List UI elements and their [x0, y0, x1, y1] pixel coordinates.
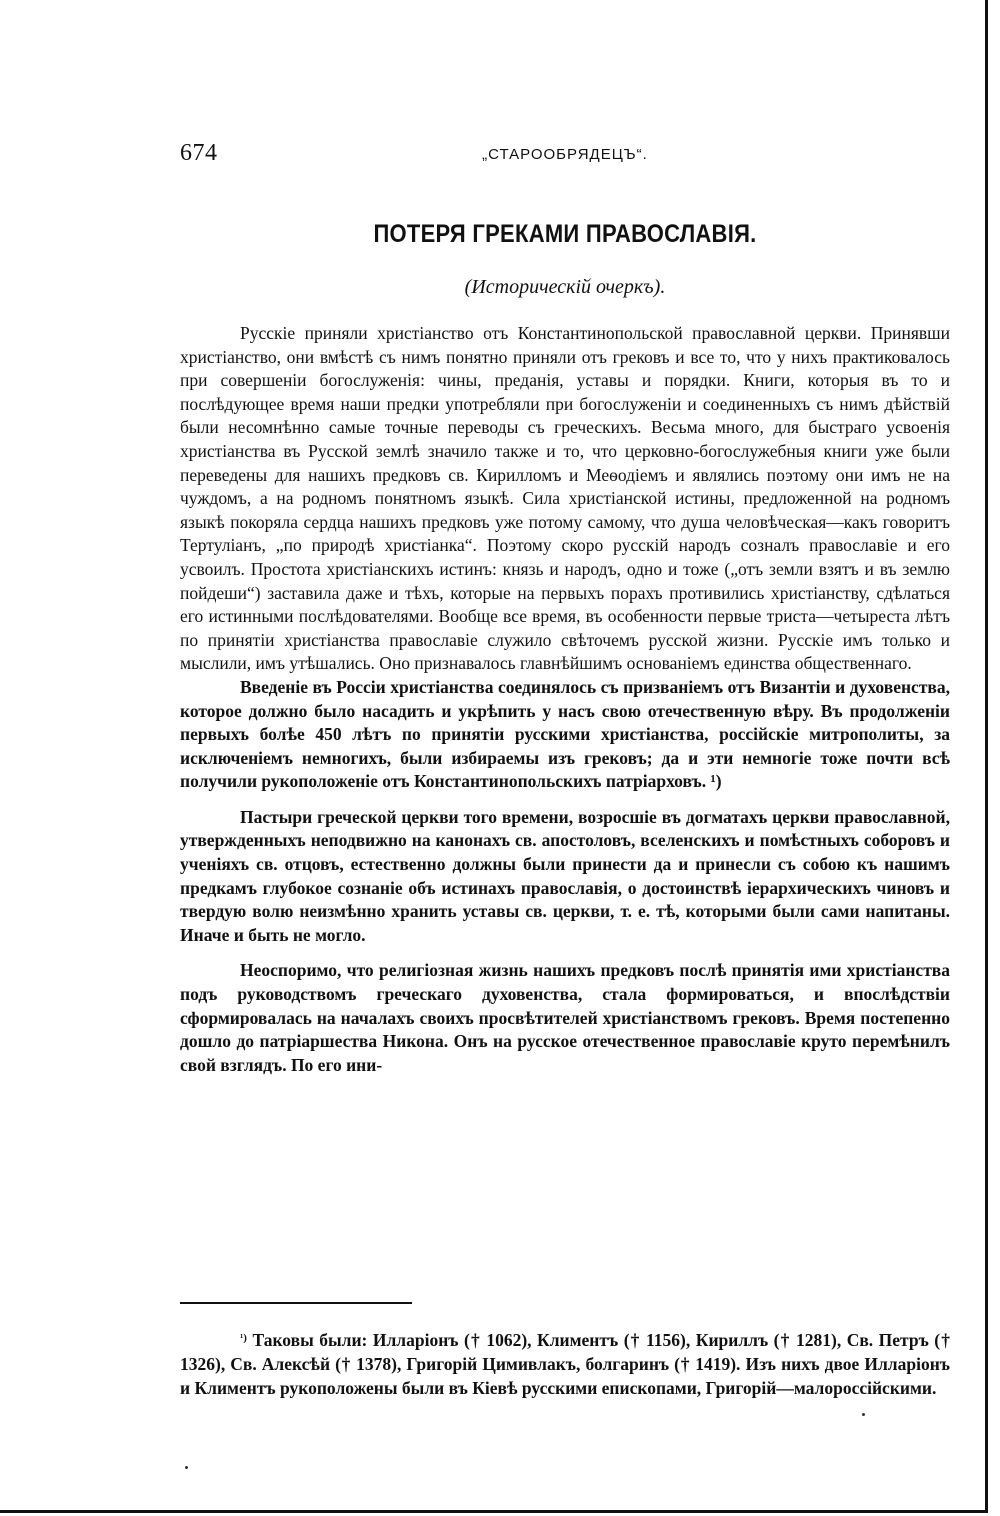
body-paragraph: Неоспоримо, что религіозная жизнь нашихъ предковъ послѣ принятія ими христіанства подъ руководствомъ греческаго духовенства, стала формироваться, и впослѣдствіи сформировалась на началахъ своихъ просвѣтителей христіанствомъ грековъ. Время постепенно дошло до патріаршества Никона. Онъ на русское отечественное православіе круто перемѣнилъ свой взглядъ. По его ини-	[180, 960, 950, 1075]
scan-speck	[185, 1466, 188, 1469]
footnote-marker: ¹)	[240, 1332, 247, 1344]
page-frame-bottom	[0, 1510, 988, 1513]
body-paragraph: Пастыри греческой церкви того времени, возросшіе въ догматахъ церкви православной, утвержденныхъ неподвижно на канонахъ св. апостоловъ, вселенскихъ и помѣстныхъ соборовъ и ученіяхъ св. отцовъ, естественно должны были принести да и принесли съ собою къ нашимъ предкамъ глубокое сознаніе объ истинахъ православія, о достоинствѣ іерархическихъ чиновъ и твердую волю неизмѣнно хранить уставы св. церкви, т. е. тѣ, которыми были сами напитаны. Иначе и быть не могло.	[180, 806, 950, 945]
article-body	[180, 322, 950, 1077]
footnote-text: Таковы были: Илларіонъ († 1062), Климентъ († 1156), Кириллъ († 1281), Св. Петръ († 1326), Св. Алексѣй († 1378), Григорій Цимивлакъ, болгаринъ († 1419). Изъ нихъ двое Илларіонъ и Климентъ рукоположены были въ Кіевѣ русскими епископами, Григорій—малороссійскими.	[180, 1330, 950, 1398]
scan-speck	[862, 1413, 865, 1416]
body-paragraph: Русскіе приняли христіанство отъ Константинопольской православной церкви. Принявши христіанство, они вмѣстѣ съ нимъ понятно приняли отъ грековъ и все то, что у нихъ практиковалось при совершеніи богослуженія: чины, преданія, уставы и порядки. Книги, которыя въ то и послѣдующее время наши предки употребляли при богослуженіи и соединенныхъ съ нимъ дѣйствій были несомнѣнно самые точные переводы съ греческихъ. Весьма много, для быстраго усвоенія христіанства въ Русской землѣ значило также и то, что церковно-богослужебныя книги уже были переведены для нашихъ предковъ св. Кирилломъ и Меѳодіемъ и являлись поэтому они имъ не на чуждомъ, а на родномъ понятномъ языкѣ. Сила христіанской истины, предложенной на родномъ языкѣ покоряла сердца нашихъ предковъ уже потому самому, что душа человѣческая—какъ говоритъ Тертуліанъ, „по природѣ христіанка“. Поэтому скоро русскій народъ созналъ православіе и его усвоилъ. Простота христіанскихъ истинъ: князь и народъ, одно и тоже („отъ земли взятъ и въ землю пойдеши“) заставила даже и тѣхъ, которые на первыхъ порахъ противились христіанству, сдѣлаться его истинными послѣдователями. Вообще все время, въ особенности первые триста—четыреста лѣтъ по принятіи христіанства православіе служило свѣточемъ русской жизни. Русскіе имъ только и мыслили, имъ утѣшались. Оно признавалось главнѣйшимъ основаніемъ единства общественнаго.	[180, 323, 950, 674]
page-number: 674	[180, 140, 218, 166]
running-head	[180, 140, 950, 180]
article-title: ПОТЕРЯ ГРЕКАМИ ПРАВОСЛАВІЯ.	[373, 220, 757, 248]
body-paragraph: Введеніе въ Россіи христіанства соединялось съ призваніемъ отъ Византіи и духовенства, которое должно было насадить и укрѣпить у насъ свою отечественную вѣру. Въ продолженіи первыхъ болѣе 450 лѣтъ по принятіи русскими христіанства, россійскіе митрополиты, за исключеніемъ немногихъ, были избираемы изъ грековъ; да и эти немногіе тоже почти всѣ получили рукоположеніе отъ Константинопольскихъ патріарховъ. ¹)	[180, 676, 950, 792]
page-frame-right	[985, 0, 988, 1510]
footnote	[180, 1326, 950, 1400]
article-subtitle: (Историческій очеркъ).	[464, 276, 666, 298]
journal-name: „СТАРООБРЯДЕЦЪ“.	[482, 146, 648, 163]
footnote-rule	[180, 1302, 412, 1304]
